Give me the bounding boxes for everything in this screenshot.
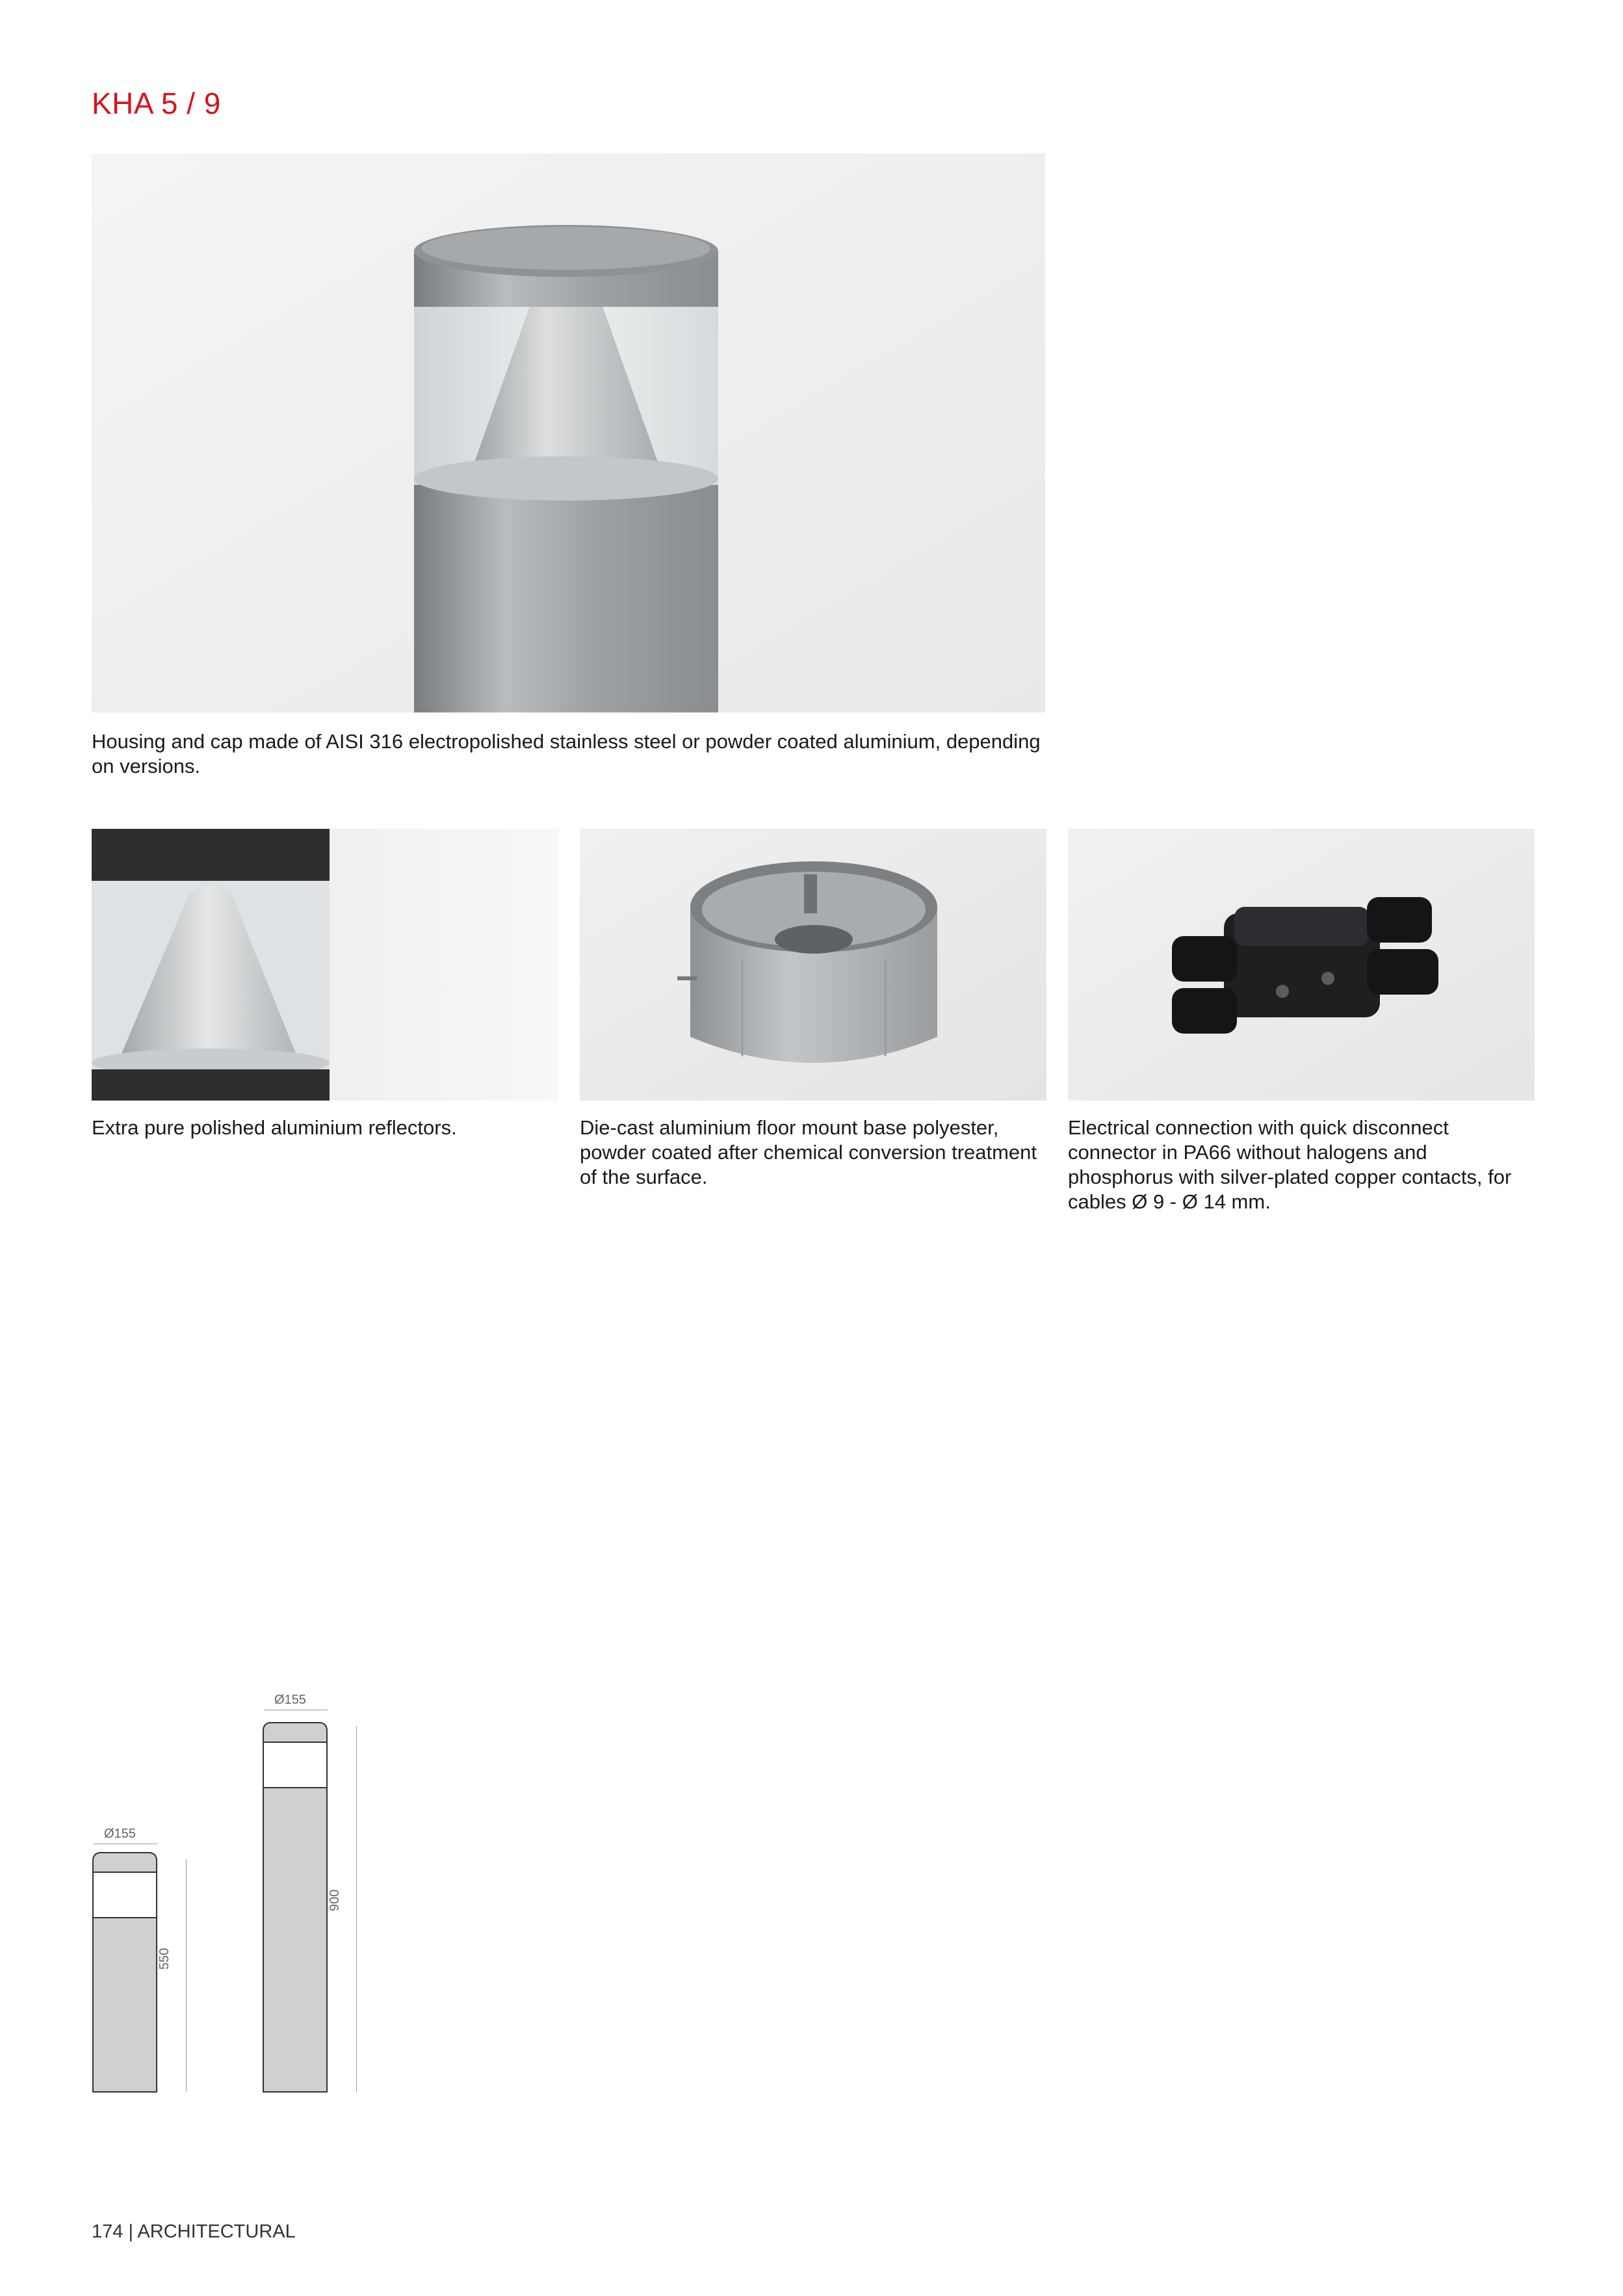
floor-base-photo-icon bbox=[580, 829, 1046, 1101]
height-line-550 bbox=[186, 1859, 187, 2092]
detail-image-connector bbox=[1068, 829, 1535, 1101]
detail-caption-floor-base: Die-cast aluminium floor mount base polyester, powder coated after chemical conversion treatment of the surface. bbox=[580, 1116, 1037, 1188]
height-label-900: 900 bbox=[328, 1889, 342, 1911]
height-label-550: 550 bbox=[157, 1948, 172, 1970]
detail-image-floor-base bbox=[580, 829, 1046, 1101]
detail-image-reflector bbox=[92, 829, 558, 1101]
detail-caption-connector: Electrical connection with quick disconnect connector in PA66 without halogens and phosphorus with silver-plated copper contacts, for cables Ø 9 - Ø 14 mm. bbox=[1068, 1116, 1512, 1213]
height-line-900 bbox=[356, 1727, 357, 2092]
hero-caption: Housing and cap made of AISI 316 electropolished stainless steel or powder coated aluminium, depending on versions. bbox=[92, 730, 1041, 777]
page-title: KHA 5 / 9 bbox=[92, 86, 221, 120]
bollard-550-drawing bbox=[84, 1840, 169, 2093]
reflector-photo-icon bbox=[92, 829, 558, 1101]
bollard-photo-icon bbox=[92, 153, 1045, 712]
connector-photo-icon bbox=[1068, 829, 1535, 1101]
hero-image bbox=[92, 153, 1045, 712]
technical-drawings bbox=[84, 1684, 383, 2093]
bollard-900-drawing bbox=[255, 1710, 339, 2093]
page-footer: 174 | ARCHITECTURAL bbox=[92, 2221, 296, 2242]
detail-caption-reflector: Extra pure polished aluminium reflectors. bbox=[92, 1116, 457, 1139]
diameter-label-550: Ø155 bbox=[104, 1827, 136, 1841]
diameter-label-900: Ø155 bbox=[274, 1693, 306, 1707]
